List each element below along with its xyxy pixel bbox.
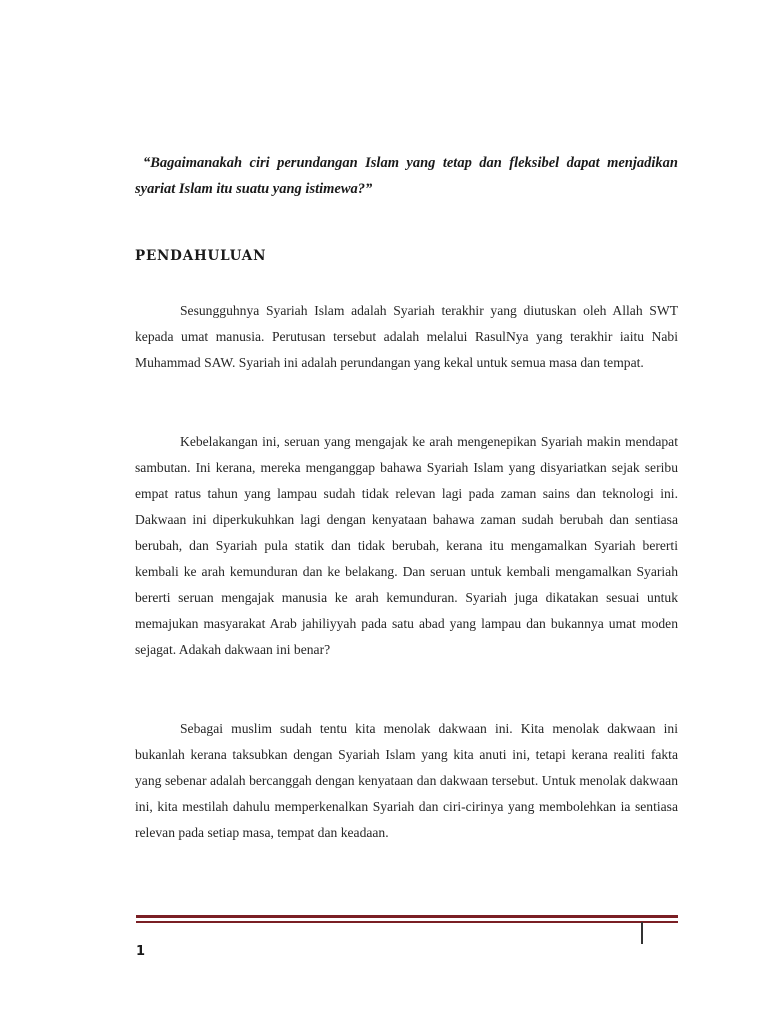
footer-rule-thin: [136, 921, 678, 923]
footer-divider-tick: [641, 922, 643, 944]
paragraph-2: Kebelakangan ini, seruan yang mengajak ke arah mengenepikan Syariah makin mendapat sambutan. Ini kerana, mereka menganggap bahawa Syariah Islam yang disyariatkan sejak seribu empat ratus tahun yang lampau sudah tidak relevan lagi pada zaman sains dan teknologi ini. Dakwaan ini diperkukuhkan lagi dengan kenyataan bahawa zaman sudah berubah dan sentiasa berubah, dan Syariah pula statik dan tidak berubah, kerana itu mengamalkan Syariah bererti kembali ke arah kemunduran dan ke belakang. Dan seruan untuk kembali mengamalkan Syariah bererti seruan mengajak manusia ke arah kemunduran. Syariah juga dikatakan sesuai untuk memajukan masyarakat Arab jahiliyyah pada satu abad yang lampau dan bukannya umat moden sejagat. Adakah dakwaan ini benar?: [135, 434, 678, 657]
section-heading: PENDAHULUAN: [135, 248, 267, 264]
opening-quote: “Bagaimanakah ciri perundangan Islam yang tetap dan fleksibel dapat menjadikan syariat Islam itu suatu yang istimewa?”: [135, 155, 678, 197]
footer-rule-thick: [136, 915, 678, 918]
page-number: 1: [136, 944, 146, 959]
paragraph-3: Sebagai muslim sudah tentu kita menolak dakwaan ini. Kita menolak dakwaan ini bukanlah kerana taksubkan dengan Syariah Islam yang kita anuti ini, tetapi kerana realiti fakta yang sebenar adalah bercanggah dengan kenyataan dan dakwaan tersebut. Untuk menolak dakwaan ini, kita mestilah dahulu memperkenalkan Syariah dan ciri-cirinya yang membolehkan ia sentiasa relevan pada setiap masa, tempat dan keadaan.: [135, 721, 678, 840]
paragraph-1: Sesungguhnya Syariah Islam adalah Syariah terakhir yang diutuskan oleh Allah SWT kepada umat manusia. Perutusan tersebut adalah melalui RasulNya yang terakhir iaitu Nabi Muhammad SAW. Syariah ini adalah perundangan yang kekal untuk semua masa dan tempat.: [135, 303, 678, 370]
